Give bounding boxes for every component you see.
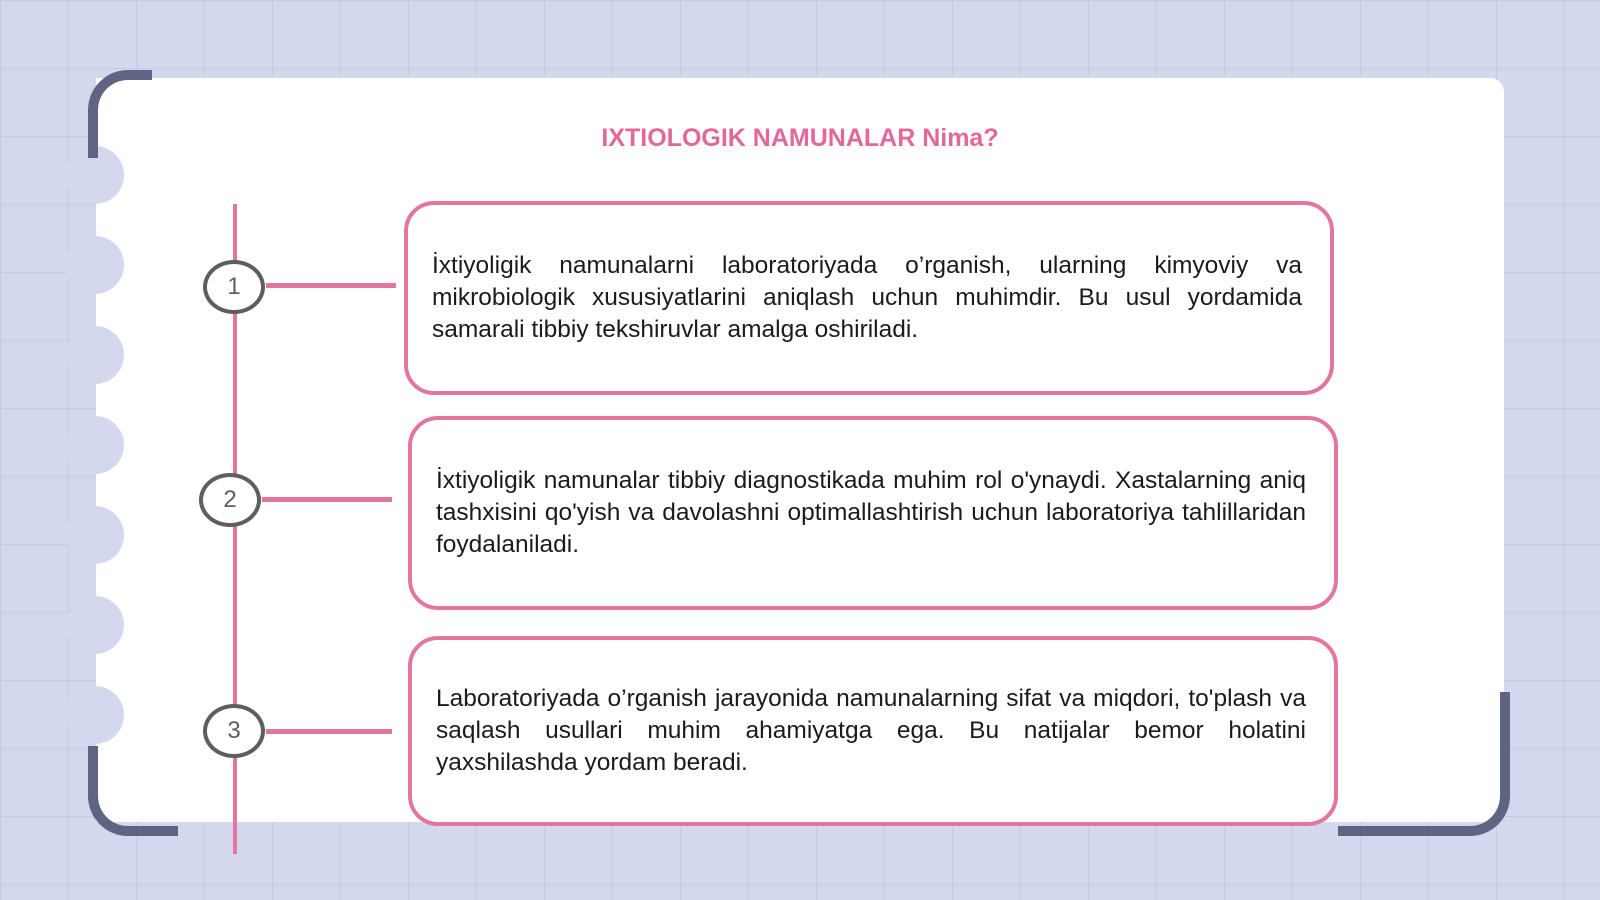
timeline-node-3: 3 <box>203 704 265 758</box>
info-card-text-1: İxtiyoligik namunalarni laboratoriyada o’rganish, ularning kimyoviy va mikrobiologik xususiyatlarini aniqlash uchun muhimdir. Bu usul yordamida samarali tibbiy tekshiruvlar amalga oshiriladi. <box>432 252 1302 343</box>
corner-bracket-bottom-right <box>1338 692 1510 836</box>
info-card-2 <box>408 416 1338 610</box>
paper-scallop <box>66 686 124 744</box>
info-card-text-3: Laboratoriyada o’rganish jarayonida namunalarning sifat va miqdori, to'plash va saqlash usullari muhim ahamiyatga ega. Bu natijalar bemor holatini yaxshilashda yordam beradi. <box>436 685 1306 776</box>
paper-scallop <box>66 416 124 474</box>
paper-scallop <box>66 506 124 564</box>
timeline-connector-2 <box>262 497 392 502</box>
timeline-node-1: 1 <box>203 260 265 314</box>
info-card-3 <box>408 636 1338 826</box>
paper-scallop <box>66 236 124 294</box>
paper-scallop <box>66 596 124 654</box>
info-card-text-2: İxtiyoligik namunalar tibbiy diagnostikada muhim rol o'ynaydi. Xastalarning aniq tashxisini qo'yish va davolashni optimallashtirish uchun laboratoriya tahlillaridan foydalaniladi. <box>436 467 1306 558</box>
paper-scallop <box>66 326 124 384</box>
timeline-connector-1 <box>266 283 396 288</box>
info-card-1 <box>404 201 1334 395</box>
slide-title: IXTIOLOGIK NAMUNALAR Nima? <box>601 124 999 152</box>
timeline-connector-3 <box>266 729 392 734</box>
timeline-node-2: 2 <box>199 473 261 527</box>
corner-bracket-bottom-left <box>88 746 178 836</box>
